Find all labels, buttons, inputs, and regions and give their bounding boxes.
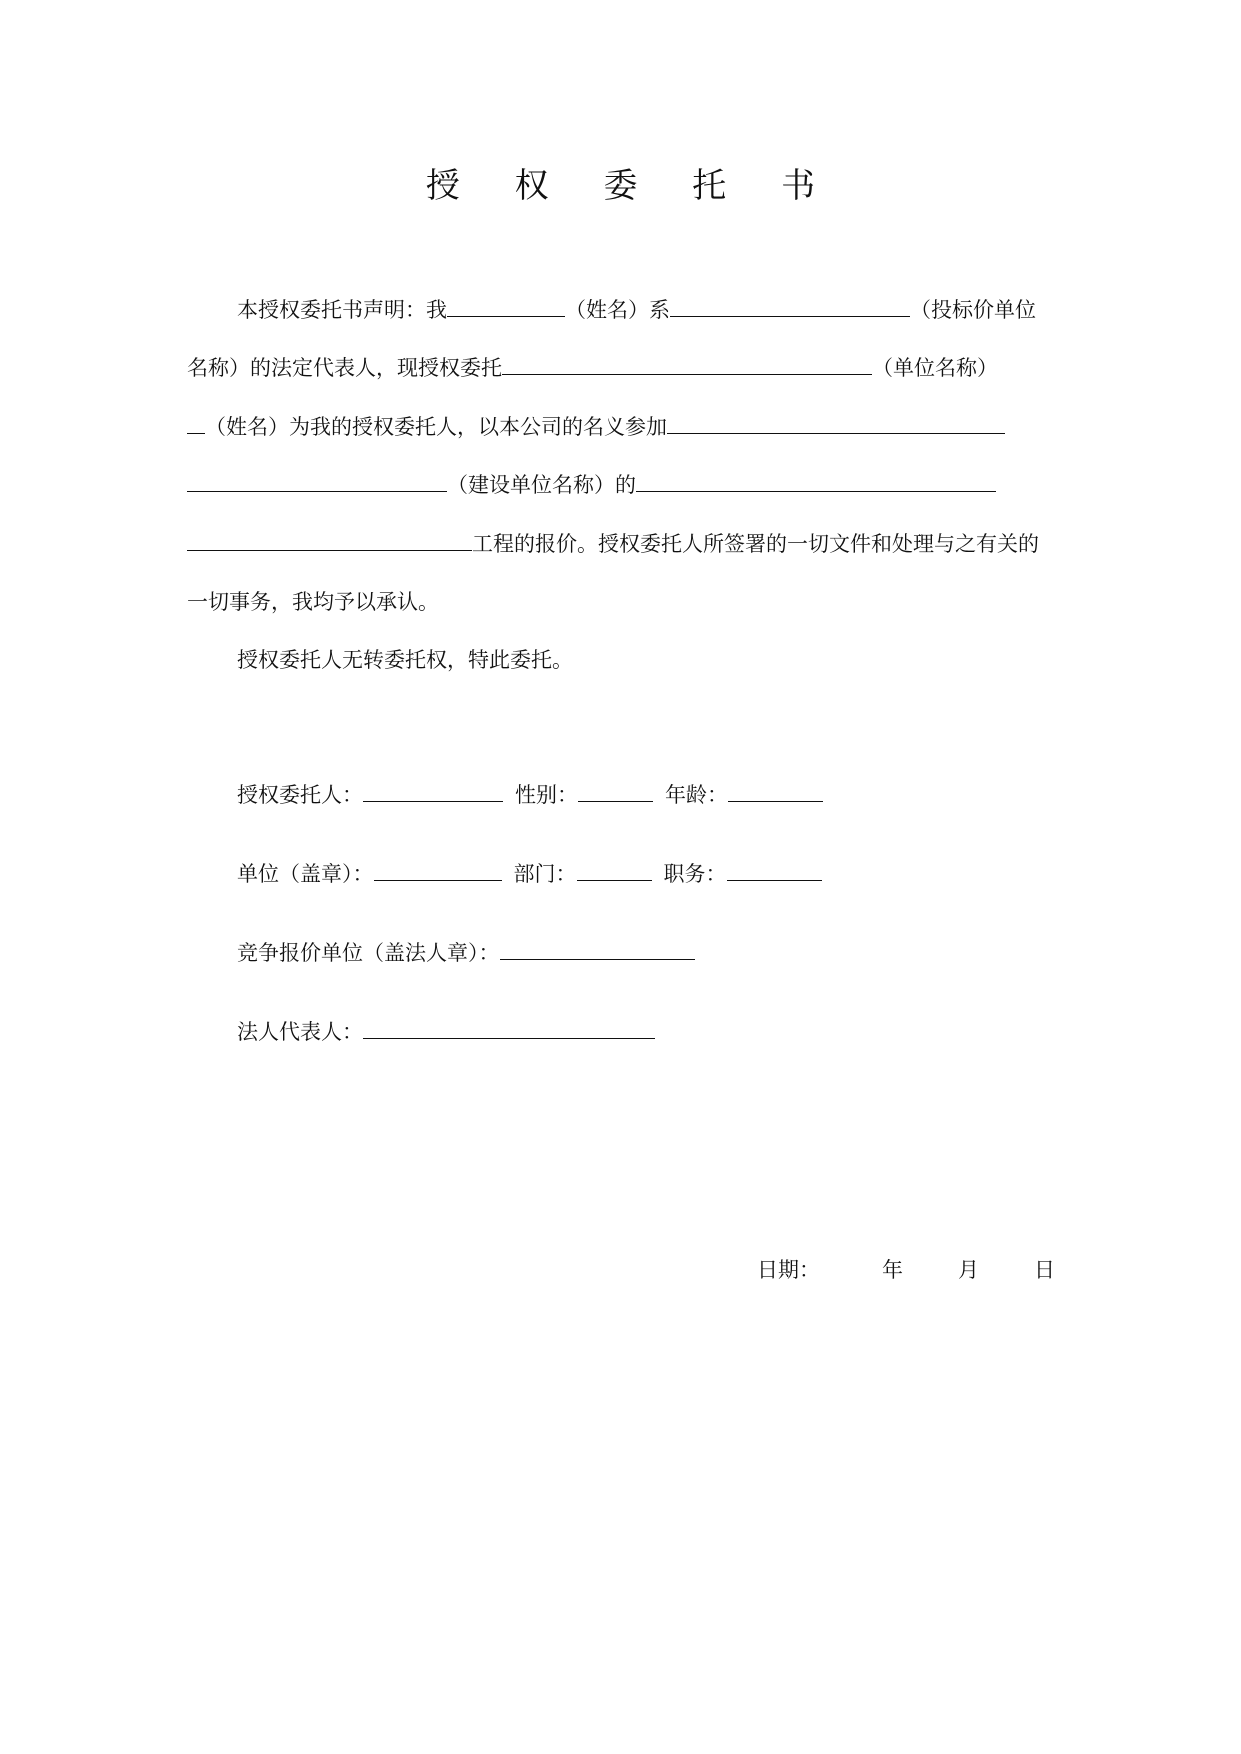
document-title: 授 权 委 托 书 bbox=[425, 166, 838, 206]
agent-row bbox=[237, 780, 823, 810]
paragraph-line-1 bbox=[237, 295, 1036, 325]
paragraph-line-5 bbox=[187, 529, 1039, 559]
unit-name-label: （单位名称） bbox=[872, 356, 998, 380]
project-blank-2[interactable] bbox=[636, 471, 996, 492]
age-label: 年龄： bbox=[665, 783, 728, 807]
year-label: 年 bbox=[882, 1258, 903, 1282]
legal-rep-row bbox=[237, 1017, 655, 1047]
gender-label: 性别： bbox=[515, 783, 578, 807]
agent-intro-text: （姓名）为我的授权委托人，以本公司的名义参加 bbox=[205, 415, 667, 439]
gender-field[interactable] bbox=[578, 781, 653, 802]
date-label: 日期： bbox=[757, 1258, 820, 1282]
name-blank[interactable] bbox=[447, 296, 565, 317]
construction-unit-blank[interactable] bbox=[187, 471, 447, 492]
paragraph-line-6 bbox=[187, 587, 439, 617]
paragraph-line-7 bbox=[237, 645, 573, 675]
agent-label: 授权委托人： bbox=[237, 783, 363, 807]
authorized-unit-blank[interactable] bbox=[502, 354, 872, 375]
bidder-unit-label-start: （投标价单位 bbox=[910, 298, 1036, 322]
legal-rep-text: 名称）的法定代表人，现授权委托 bbox=[187, 356, 502, 380]
position-field[interactable] bbox=[727, 860, 822, 881]
date-row bbox=[757, 1255, 1055, 1285]
bidder-label: 竞争报价单位（盖法人章）： bbox=[237, 941, 500, 965]
project-blank-1[interactable] bbox=[667, 413, 1005, 434]
paragraph-line-2 bbox=[187, 353, 998, 383]
project-name-blank[interactable] bbox=[187, 530, 472, 551]
bidder-field[interactable] bbox=[500, 939, 695, 960]
agent-name-blank[interactable] bbox=[187, 413, 205, 434]
age-field[interactable] bbox=[728, 781, 823, 802]
construction-unit-label: （建设单位名称）的 bbox=[447, 473, 636, 497]
position-label: 职务： bbox=[663, 862, 727, 886]
unit-label: 单位（盖章）： bbox=[237, 862, 374, 886]
unit-row bbox=[237, 859, 822, 889]
legal-rep-field[interactable] bbox=[363, 1018, 655, 1039]
paragraph-line-3 bbox=[187, 412, 1005, 442]
paragraph-line-4 bbox=[187, 470, 996, 500]
acknowledgement-text: 一切事务，我均予以承认。 bbox=[187, 590, 439, 614]
name-label: （姓名）系 bbox=[565, 298, 670, 322]
day-label: 日 bbox=[1034, 1258, 1055, 1282]
agent-field[interactable] bbox=[363, 781, 503, 802]
month-label: 月 bbox=[958, 1258, 979, 1282]
dept-label: 部门： bbox=[513, 862, 577, 886]
declaration-intro: 本授权委托书声明：我 bbox=[237, 298, 447, 322]
bidder-unit-blank[interactable] bbox=[670, 296, 910, 317]
no-subdelegation-text: 授权委托人无转委托权，特此委托。 bbox=[237, 648, 573, 672]
bidder-row bbox=[237, 938, 695, 968]
quotation-text: 工程的报价。授权委托人所签署的一切文件和处理与之有关的 bbox=[472, 532, 1039, 556]
dept-field[interactable] bbox=[577, 860, 652, 881]
unit-field[interactable] bbox=[374, 860, 502, 881]
legal-rep-label: 法人代表人： bbox=[237, 1020, 363, 1044]
